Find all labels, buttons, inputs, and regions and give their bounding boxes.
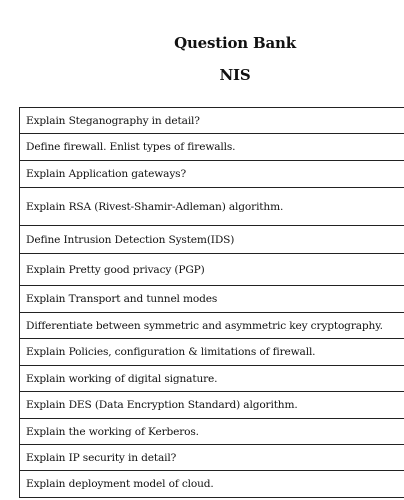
question-cell: Define firewall. Enlist types of firewalls.	[20, 134, 404, 161]
question-cell: Explain deployment model of cloud.	[20, 471, 404, 498]
question-cell: Explain Application gateways?	[20, 161, 404, 188]
page-title: Question Bank	[174, 34, 296, 52]
question-cell: Explain IP security in detail?	[20, 445, 404, 471]
question-cell: Differentiate between symmetric and asymmetric key cryptography.	[20, 313, 404, 339]
question-cell: Explain DES (Data Encryption Standard) algorithm.	[20, 392, 404, 419]
table-row	[20, 313, 404, 339]
question-cell: Explain Pretty good privacy (PGP)	[20, 254, 404, 286]
table-row	[20, 134, 404, 161]
question-cell: Explain Steganography in detail?	[20, 108, 404, 134]
question-cell: Explain working of digital signature.	[20, 366, 404, 392]
table-row	[20, 108, 404, 134]
table-row	[20, 226, 404, 254]
table-row	[20, 339, 404, 366]
table-row	[20, 445, 404, 471]
table-row	[20, 419, 404, 445]
subject-title: NIS	[219, 66, 251, 84]
table-row	[20, 471, 404, 498]
question-cell: Define Intrusion Detection System(IDS)	[20, 226, 404, 254]
table-row	[20, 161, 404, 188]
table-row	[20, 188, 404, 226]
question-cell: Explain Transport and tunnel modes	[20, 286, 404, 313]
question-cell: Explain Policies, configuration & limitations of firewall.	[20, 339, 404, 366]
table-row	[20, 286, 404, 313]
question-cell: Explain the working of Kerberos.	[20, 419, 404, 445]
table-row	[20, 254, 404, 286]
question-table	[19, 107, 404, 498]
question-cell: Explain RSA (Rivest-Shamir-Adleman) algorithm.	[20, 188, 404, 226]
table-row	[20, 366, 404, 392]
table-row	[20, 392, 404, 419]
